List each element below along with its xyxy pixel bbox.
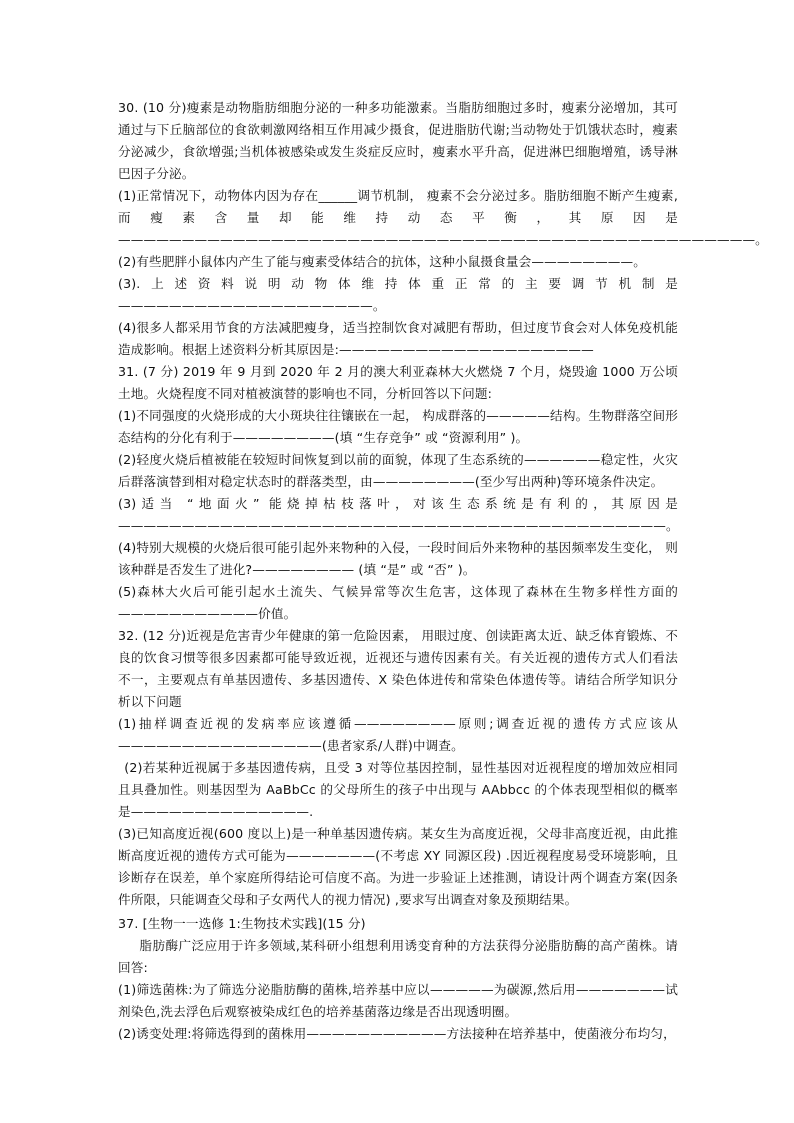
q31-subquestion-1: (1)不同强度的火烧形成的大小斑块往往镶嵌在一起， 构成群落的—————结构。生物群落空间形态结构的分化有利于————————(填 “生存竞争” 或 “资源利用” )。 [118,408,678,445]
q30-subquestion-4: (4)很多人都采用节食的方法减肥瘦身，适当控制饮食对减肥有帮助，但过度节食会对人体免疫机能造成影响。根据上述资料分析其原因是:———————————————————— [118,320,678,357]
q32-subquestion-3: (3)已知高度近视(600 度以上)是一种单基因遗传病。某女生为高度近视，父母非高度近视，由此推断高度近视的遗传方式可能为———————(不考虑 XY 同源区段) .因近视程度易受环境影响，且诊断存在误差，单个家庭所得结论可信度不高。为进一步验证上述推测，请设计两个调查方案(因条件所限，只能调查父母和子女两代人的视力情况) ,要求写出调查对象及预期结果。 [118,826,678,907]
q32-intro: 32. (12 分)近视是危害青少年健康的第一危险因素， 用眼过度、创读距离太近、缺乏体育锻炼、不良的饮食习惯等很多因素都可能导致近视，近视还与遗传因素有关。有关近视的遗传方式人们看法不一，主要观点有单基因遗传、多基因遗传、X 染色体进传和常染色体遗传等。请结合所学知识分析以下问题 [118,628,678,709]
document-page [118,97,768,1045]
q31-subquestion-5: (5)森林大火后可能引起水土流失、气候异常等次生危害，这体现了森林在生物多样性方面的———————————价值。 [118,584,678,621]
q30-subquestion-3: (3).上述资料说明动物体维持体重正常的主要调节机制是————————————————————。 [118,276,678,313]
q37-subquestion-1: (1)筛选菌株:为了筛选分泌脂肪酶的菌株,培养基中应以—————为碳源,然后用———————试剂染色,洗去浮色后观察被染成红色的培养基菌落边缘是否出现透明圈。 [118,982,678,1019]
q31-subquestion-4: (4)特别大规模的火烧后很可能引起外来物种的入侵，一段时间后外来物种的基因频率发生变化， 则该种群是否发生了进化?———————— (填 “是” 或 “否” )。 [118,540,678,577]
q31-subquestion-3: (3)适当 “地面火” 能烧掉枯枝落叶，对该生态系统是有利的，其原因是———————————————————————————————————————————。 [118,496,679,533]
q31-intro: 31. (7 分) 2019 年 9 月到 2020 年 2 月的澳大利亚森林大火燃烧 7 个月，烧毁逾 1000 万公顷土地。火烧程度不同对植被演替的影响也不同，分析回答以下问题: [118,364,678,401]
q31-subquestion-2: (2)轻度火烧后植被能在较短时间恢复到以前的面貌，体现了生态系统的——————稳定性，火灾后群落演替到相对稳定状态时的群落类型，由————————(至少写出两种)等环境条件决定。 [118,452,678,489]
q37-heading: 37. [生物一一选修 1:生物技术实践](15 分) [118,916,366,931]
q37-intro: 脂肪酶广泛应用于许多领域,某科研小组想利用诱变育种的方法获得分泌脂肪酶的高产菌株。请回答: [118,938,678,975]
q30-subquestion-1: (1)正常情况下，动物体内因为存在______调节机制， 瘦素不会分泌过多。脂肪细胞不断产生瘦素,而瘦素含量却能维持动态平衡，其原因是——————————————————————————————————————————————————。 [118,188,768,247]
q32-subquestion-2: (2)若某种近视属于多基因遗传病，且受 3 对等位基因控制，显性基因对近视程度的增加效应相同且具叠加性。则基因型为 AaBbCc 的父母所生的孩子中出现与 AAbbcc 的个体表现型相似的概率是——————————————. [118,760,678,819]
q37-subquestion-2: (2)诱变处理:将筛选得到的菌株用———————————方法接种在培养基中，使菌液分布均匀， [118,1026,676,1041]
q32-subquestion-1: (1)抽样调查近视的发病率应该遵循————————原则;调查近视的遗传方式应该从————————————————(患者家系/人群)中调查。 [118,716,678,753]
q30-intro: 30. (10 分)瘦素是动物脂肪细胞分泌的一种多功能激素。当脂肪细胞过多时，瘦素分泌增加，其可通过与下丘脑部位的食欲刺激网络相互作用减少摄食，促进脂肪代谢;当动物处于饥饿状态时，瘦素分泌减少，食欲增强;当机体被感染或发生炎症反应时，瘦素水平升高，促进淋巴细胞增殖，诱导淋巴因子分泌。 [118,100,678,181]
q30-subquestion-2: (2)有些肥胖小鼠体内产生了能与瘦素受体结合的抗体，这种小鼠摄食量会————————。 [118,254,647,269]
